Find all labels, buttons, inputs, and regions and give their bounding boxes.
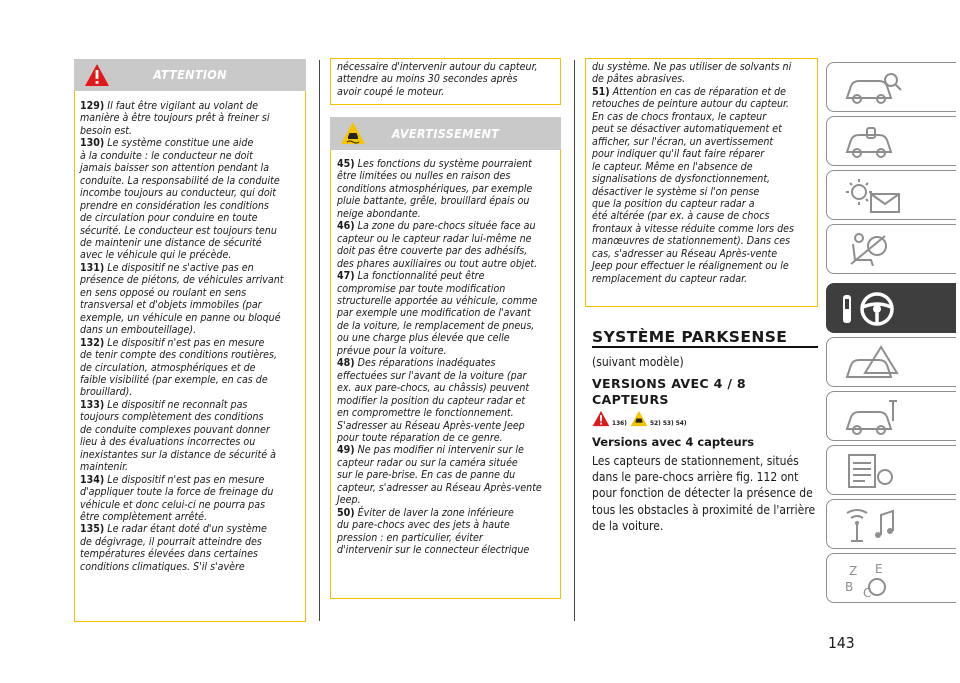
maintenance-icon: [841, 397, 903, 437]
car-key-icon: [841, 122, 903, 162]
note-item: [337, 220, 559, 270]
note-text: Le système constitue une aide à la conduite : le conducteur ne doit jamais baisser son attention pendant la conduite. La responsabilité de la conduite incombe toujours au conducteur, qui doit prendre en considération les conditions de circulation pour conduire en toute sécurité. Le conducteur est toujours tenu de maintenir une distance de sécurité avec le véhicule qui le précède.: [80, 137, 280, 262]
note-text: Le dispositif n'est pas en mesure de tenir compte des conditions routières, de circulation, atmosphériques et de faible visibilité (par exemple, en cas de brouillard).: [80, 336, 277, 399]
note-item: [337, 270, 559, 357]
avertissement-header: [330, 117, 561, 150]
note-number: 49): [337, 444, 355, 457]
note-item: [80, 100, 304, 137]
index-abc-icon: [841, 559, 903, 599]
lights-warning-icon: [841, 176, 903, 216]
note-item: [337, 444, 559, 506]
tab-emergency[interactable]: [826, 337, 956, 387]
note-number: 130): [80, 137, 105, 150]
subtitle: (suivant modèle): [592, 355, 684, 369]
note-text: Le radar étant doté d'un système de dégivrage, il pourrait atteindre des températures élevées dans certaines conditions climatiques. S'il s'avère: [80, 523, 267, 573]
note-item: [337, 507, 559, 557]
svg-text:B: B: [845, 580, 854, 594]
tab-multimedia[interactable]: [826, 499, 956, 549]
svg-text:Z: Z: [849, 564, 858, 578]
note-text: La fonctionnalité peut être compromise par toute modification structurelle apportée au véhicule, comme par exemple une modification de l'avant de la voiture, le remplacement de pneus, ou une charge plus élevée que celle prévue pour la voiture.: [337, 270, 538, 357]
note-item: [80, 474, 304, 524]
note-number: 134): [80, 473, 105, 486]
subheading: Versions avec 4 capteurs: [592, 435, 755, 449]
tab-key[interactable]: [826, 116, 956, 166]
multimedia-icon: [841, 505, 903, 545]
note-number: 129): [80, 100, 105, 112]
airbag-seat-icon: [841, 230, 903, 270]
note-number: 133): [80, 398, 105, 411]
column-divider: [319, 60, 320, 621]
note-text: La zone du pare-chocs située face au capteur ou le capteur radar lui-même ne doit pas être couverte par des adhésifs, des phares auxiliaires ou tout autre objet.: [337, 220, 538, 270]
note-item: [80, 337, 304, 399]
section-title: SYSTÈME PARKSENSE: [592, 328, 788, 346]
tab-maintenance[interactable]: [826, 391, 956, 441]
tab-dashboard[interactable]: [826, 62, 956, 112]
body-text: Les capteurs de stationnement, situés dans le pare-chocs arrière fig. 112 ont pour fonction de détecter la présence de tous les obstacles à proximité de l'arrière de la voiture.: [592, 454, 816, 533]
tab-technical[interactable]: [826, 445, 956, 495]
warning-triangle-icon: [592, 410, 610, 431]
note-number: 131): [80, 261, 105, 274]
technical-data-icon: [841, 451, 903, 491]
note-item: [592, 86, 816, 285]
tab-driving[interactable]: [826, 283, 956, 333]
continued-notes-2: [592, 61, 816, 285]
warning-refs: 136): [612, 419, 627, 427]
skid-car-icon: [630, 410, 648, 431]
tab-safety[interactable]: [826, 224, 956, 274]
tab-lights[interactable]: [826, 170, 956, 220]
avertissement-label: AVERTISSEMENT: [391, 126, 500, 141]
column-divider: [574, 60, 575, 621]
note-number: 132): [80, 336, 105, 349]
page-number: 143: [828, 634, 855, 652]
note-text: Le dispositif ne s'active pas en présence de piétons, de véhicules arrivant en sens opposé ou roulant en sens transversal et d'objets immobiles (par exemple, un véhicule en panne ou bloqué dans un embouteillage).: [80, 261, 284, 337]
note-number: 47): [337, 270, 355, 283]
note-item: [337, 357, 559, 444]
note-text: Il faut être vigilant au volant de manière à être toujours prêt à freiner si besoin est.: [80, 100, 270, 137]
road-emergency-icon: [841, 343, 903, 383]
note-item: [337, 158, 559, 220]
note-text: Le dispositif n'est pas en mesure d'appliquer toute la force de freinage du véhicule et donc celui-ci ne pourra pas être complètement arrêté.: [80, 473, 274, 523]
note-number: 46): [337, 220, 355, 233]
svg-text:C: C: [863, 586, 872, 599]
dashboard-car-icon: [841, 68, 903, 108]
subsection-title: VERSIONS AVEC 4 / 8 CAPTEURS: [592, 376, 746, 407]
note-item: [80, 399, 304, 474]
tab-index[interactable]: [826, 553, 956, 603]
note-text: Le dispositif ne reconnaît pas toujours complètement des conditions de conduite complexes pouvant donner lieu à des évaluations incorrectes ou inexistantes sur la distance de sécurité à maintenir.: [80, 398, 276, 474]
note-text: Ne pas modifier ni intervenir sur le capteur radar ou sur la caméra située sur le pare-brise. En cas de panne du capteur, s'adresser au Réseau Après-vente Jeep.: [337, 444, 542, 507]
attention-label: ATTENTION: [153, 67, 227, 82]
attention-notes: [80, 100, 304, 573]
note-number: 48): [337, 357, 355, 370]
attention-header: [74, 59, 306, 91]
note-item: [80, 262, 304, 337]
note-item: [80, 137, 304, 262]
svg-text:E: E: [875, 562, 883, 576]
avertissement-notes: [337, 158, 559, 557]
note-text: Éviter de laver la zone inférieure du pare-chocs avec des jets à haute pression : en particulier, éviter d'intervenir sur le connecteur électrique: [337, 506, 530, 557]
title-rule: [592, 346, 818, 348]
note-number: 135): [80, 523, 105, 536]
caution-refs: 52) 53) 54): [650, 419, 687, 427]
steering-wheel-key-icon: [841, 289, 903, 329]
continued-text-2: du système. Ne pas utiliser de solvants ni de pâtes abrasives.: [592, 61, 792, 86]
continued-text-1: nécessaire d'intervenir autour du capteur, attendre au moins 30 secondes après avoir coupé le moteur.: [337, 61, 538, 98]
note-item: [80, 523, 304, 573]
note-number: 50): [337, 506, 355, 519]
note-text: Les fonctions du système pourraient être limitées ou nulles en raison des conditions atmosphériques, par exemple pluie battante, grêle, brouillard épais ou neige abondante.: [337, 158, 533, 220]
note-number: 51): [592, 85, 610, 98]
note-number: 45): [337, 158, 355, 170]
note-text: Des réparations inadéquates effectuées sur l'avant de la voiture (par ex. aux pare-chocs, au châssis) peuvent modifier la position du capteur radar et en compromettre le fonctionnement. S'adresser au Réseau Après-vente Jeep pour toute réparation de ce genre.: [337, 357, 530, 444]
note-text: Attention en cas de réparation et de retouches de peinture autour du capteur. En cas de chocs frontaux, le capteur peut se désactiver automatiquement et afficher, sur l'écran, un avertissement pour indiquer qu'il faut faire réparer le capteur. Même en l'absence de signalisations de dysfonctionnement, désactiver le système si l'on pense que la position du capteur radar a été altérée (par ex. à cause de chocs frontaux à vitesse réduite comme lors des manœuvres de stationnement). Dans ces cas, s'adresser au Réseau Après-vente Jeep pour effectuer le réalignement ou le remplacement du capteur radar.: [592, 85, 794, 285]
